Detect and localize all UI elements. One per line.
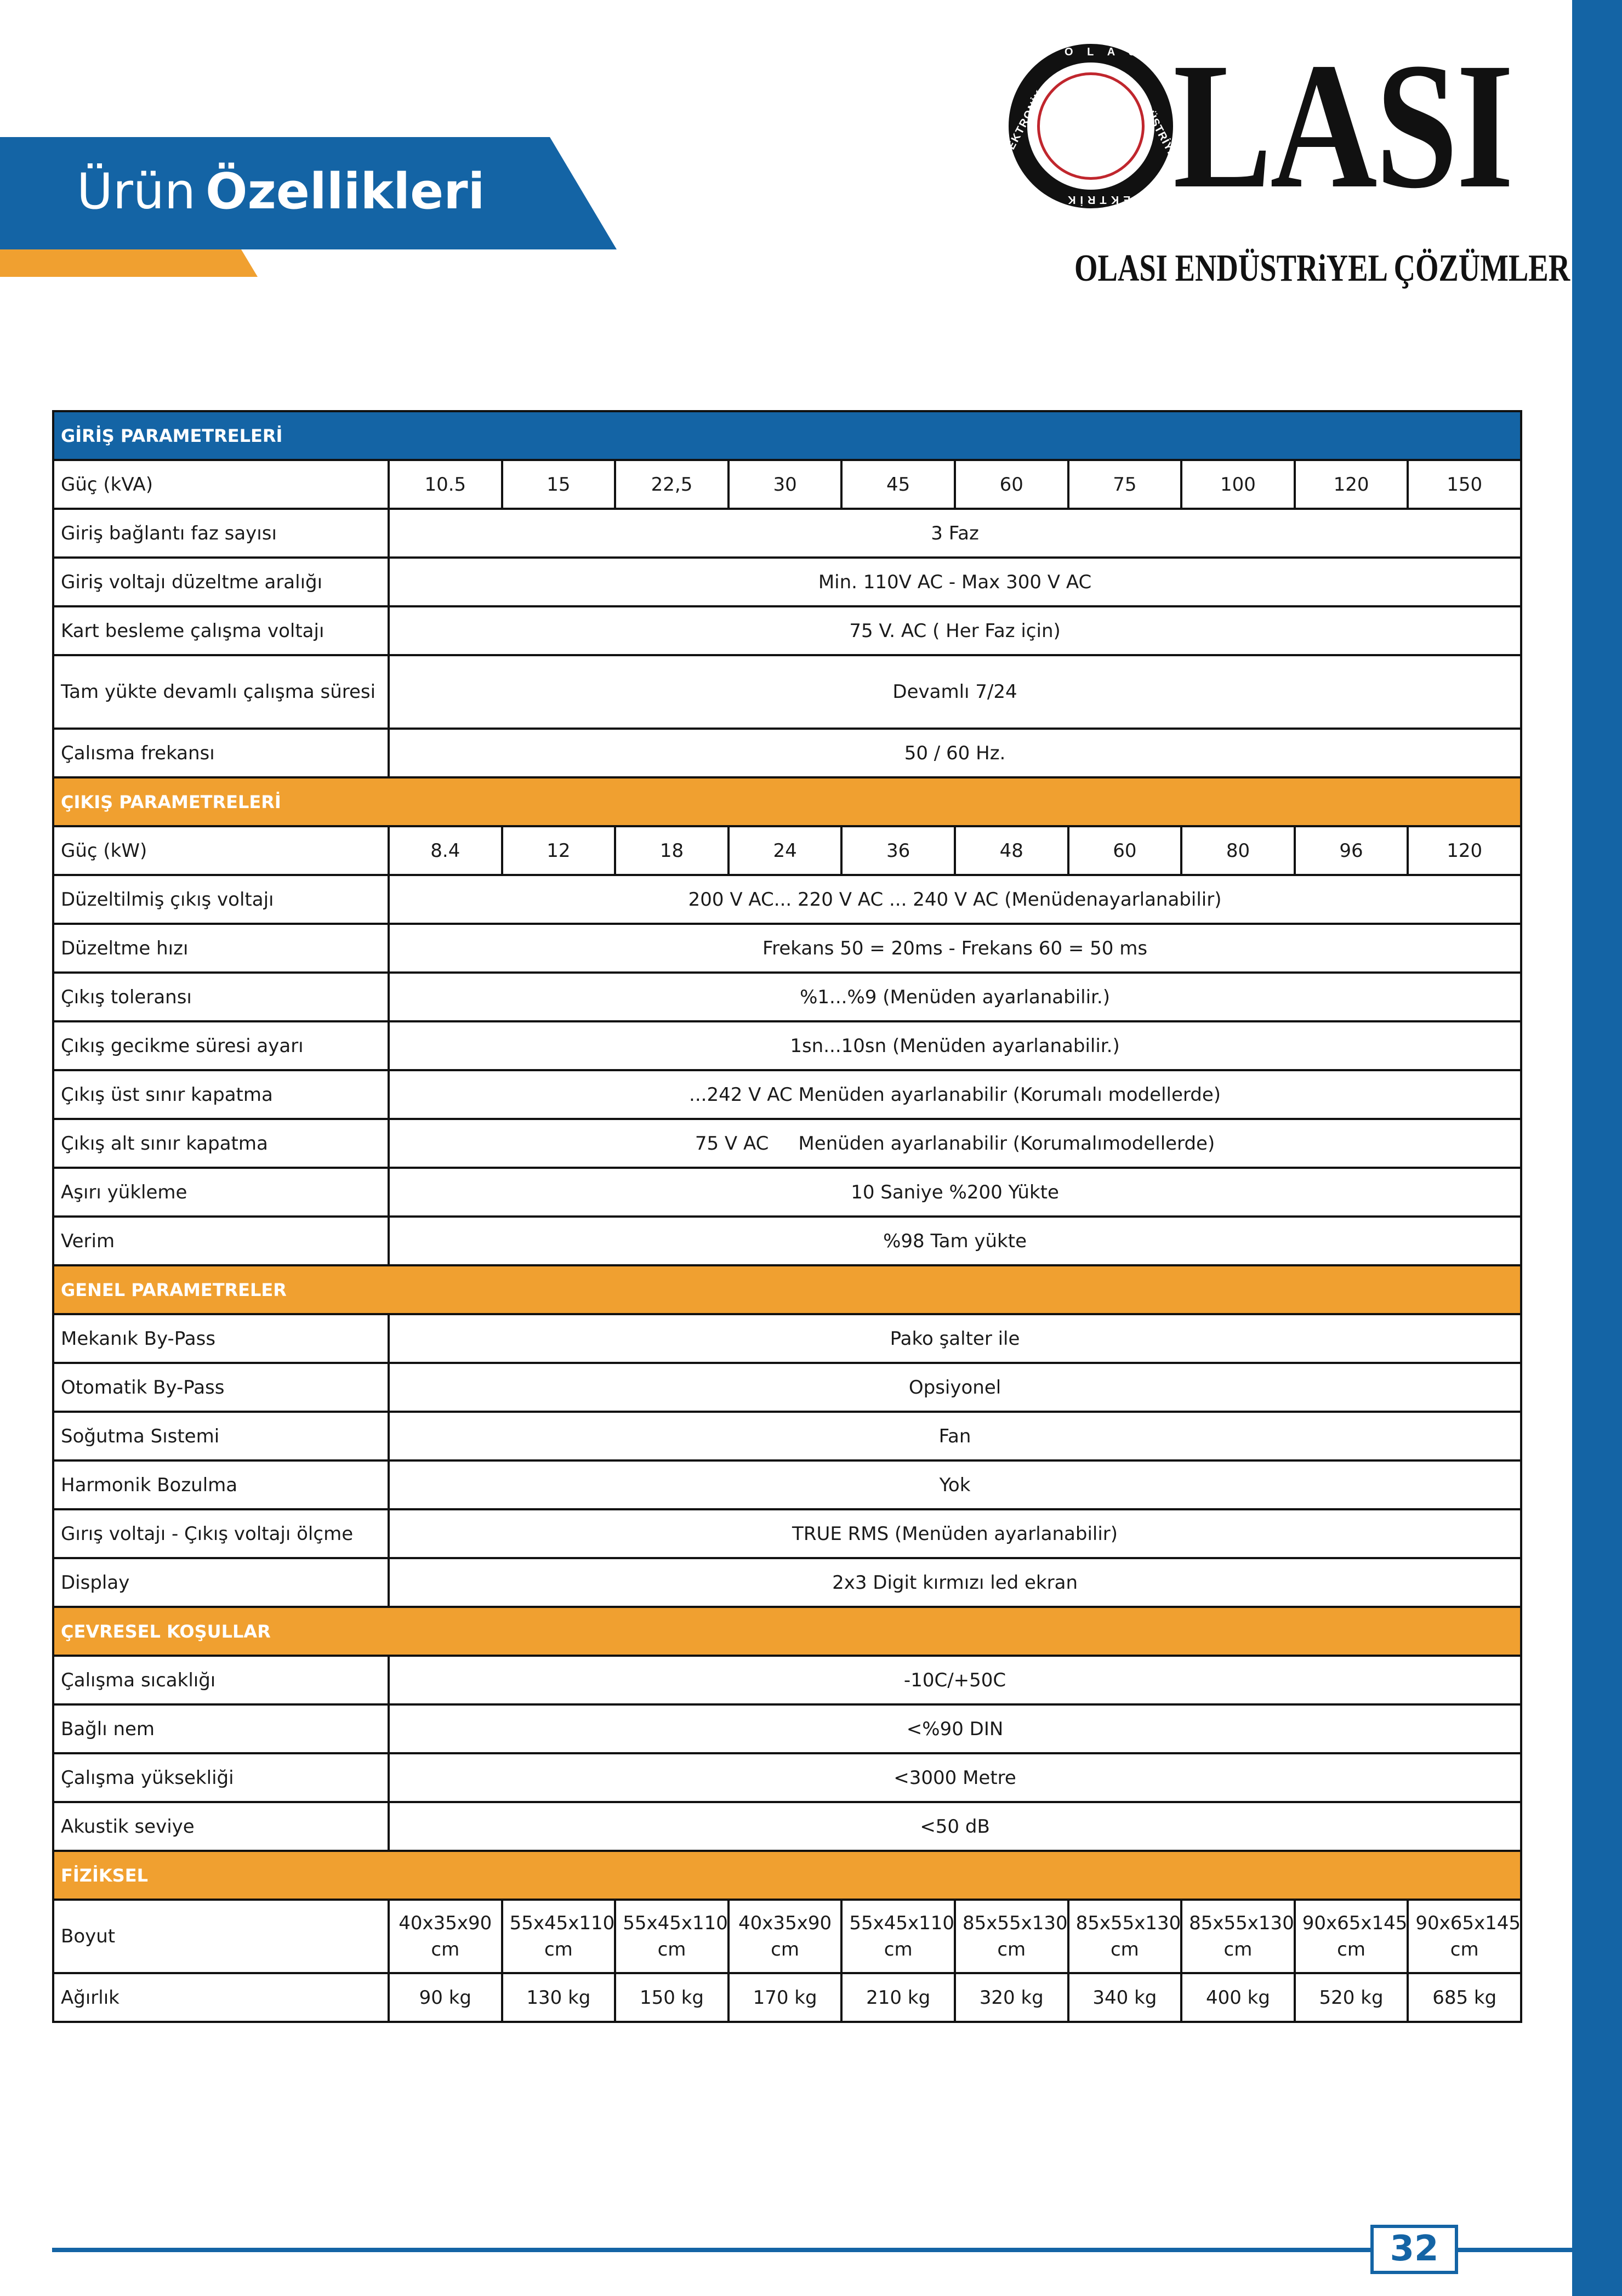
row-label: Çıkış üst sınır kapatma (53, 1070, 389, 1119)
table-row (53, 1363, 1521, 1412)
section-header-label: ÇEVRESEL KOŞULLAR (53, 1607, 1521, 1656)
dimension-unit: cm (1223, 1939, 1253, 1960)
table-row (53, 1460, 1521, 1509)
spec-table (52, 410, 1522, 2023)
cell-value: 75 (1068, 460, 1182, 509)
cell-value: 36 (841, 826, 955, 875)
cell-value: 10.5 (389, 460, 502, 509)
cell-value: 15 (502, 460, 616, 509)
cell-value: 22,5 (615, 460, 729, 509)
dimension-value: 90x65x145 (1302, 1912, 1408, 1934)
cell-value: 120 (1295, 460, 1408, 509)
table-row (53, 509, 1521, 558)
table-row (53, 606, 1521, 655)
table-row (53, 875, 1521, 924)
section-header-fiziksel (53, 1851, 1521, 1900)
logo-ring-left-text: ELEKTRONİK (997, 87, 1047, 166)
cell-value: 30 (729, 460, 842, 509)
page-title-light: Ürün (77, 163, 196, 220)
row-label: Kart besleme çalışma voltajı (53, 606, 389, 655)
page-title-bold: Özellikleri (205, 163, 485, 220)
cell-value (841, 1900, 955, 1973)
row-label: Soğutma Sıstemi (53, 1412, 389, 1460)
row-label: Çalısma frekansı (53, 729, 389, 777)
table-row (53, 1217, 1521, 1265)
dimension-value: 55x45x110 (849, 1912, 955, 1934)
cell-value: 685 kg (1408, 1973, 1521, 2022)
cell-value (1408, 1900, 1521, 1973)
cell-value (502, 1900, 616, 1973)
title-accent-stripe (0, 249, 258, 277)
cell-value (389, 1900, 502, 1973)
row-value: Frekans 50 = 20ms - Frekans 60 = 50 ms (389, 924, 1521, 973)
cell-value: 400 kg (1181, 1973, 1295, 2022)
cell-value: 340 kg (1068, 1973, 1182, 2022)
footer-line (52, 2248, 1572, 2252)
cell-value: 320 kg (955, 1973, 1068, 2022)
row-label: Akustik seviye (53, 1802, 389, 1851)
dimension-value: 55x45x110 (623, 1912, 728, 1934)
table-row (53, 1802, 1521, 1851)
dimension-value: 40x35x90 (738, 1912, 832, 1934)
row-value: 2x3 Digit kırmızı led ekran (389, 1558, 1521, 1607)
table-row-guc-kva (53, 460, 1521, 509)
cell-value: 100 (1181, 460, 1295, 509)
logo-ring-bottom-text: ELEKTRİK (1063, 194, 1153, 206)
row-label: Display (53, 1558, 389, 1607)
table-row (53, 1753, 1521, 1802)
row-label: Güç (kW) (53, 826, 389, 875)
table-row (53, 1070, 1521, 1119)
cell-value (1295, 1900, 1408, 1973)
row-value: 50 / 60 Hz. (389, 729, 1521, 777)
cell-value: 90 kg (389, 1973, 502, 2022)
cell-value: 170 kg (729, 1973, 842, 2022)
row-value: <%90 DIN (389, 1704, 1521, 1753)
dimension-value: 90x65x145 (1415, 1912, 1521, 1934)
logo-ring-top-text: O L A S I (1065, 46, 1159, 58)
logo-wordmark: LASI (1173, 26, 1512, 226)
row-label: Giriş bağlantı faz sayısı (53, 509, 389, 558)
company-logo (997, 26, 1570, 302)
right-side-bar (1572, 0, 1622, 2296)
table-row (53, 1412, 1521, 1460)
dimension-unit: cm (544, 1939, 573, 1960)
section-header-label: ÇIKIŞ PARAMETRELERİ (53, 777, 1521, 826)
cell-value: 24 (729, 826, 842, 875)
section-header-label: GENEL PARAMETRELER (53, 1265, 1521, 1314)
logo-ring-right-text: ENDÜSTRİYEL (1132, 87, 1182, 167)
row-label: Aşırı yükleme (53, 1168, 389, 1217)
row-label: Çıkış alt sınır kapatma (53, 1119, 389, 1168)
dimension-value: 55x45x110 (509, 1912, 615, 1934)
dimension-unit: cm (771, 1939, 799, 1960)
logo-ring-inner (1037, 72, 1145, 180)
row-label: Mekanık By-Pass (53, 1314, 389, 1363)
row-label: Düzeltme hızı (53, 924, 389, 973)
cell-value (1181, 1900, 1295, 1973)
cell-value (955, 1900, 1068, 1973)
table-row (53, 1509, 1521, 1558)
row-value: Pako şalter ile (389, 1314, 1521, 1363)
table-row (53, 924, 1521, 973)
dimension-unit: cm (997, 1939, 1026, 1960)
row-label: Otomatik By-Pass (53, 1363, 389, 1412)
cell-value (615, 1900, 729, 1973)
cell-value: 150 (1408, 460, 1521, 509)
dimension-unit: cm (1337, 1939, 1365, 1960)
dimension-value: 85x55x130 (1189, 1912, 1294, 1934)
row-value: 75 V. AC ( Her Faz için) (389, 606, 1521, 655)
table-row-agirlik (53, 1973, 1521, 2022)
row-value: Fan (389, 1412, 1521, 1460)
row-label: Çıkış gecikme süresi ayarı (53, 1021, 389, 1070)
row-label: Çalışma yüksekliği (53, 1753, 389, 1802)
row-label: Tam yükte devamlı çalışma süresi (53, 655, 389, 729)
row-label: Verim (53, 1217, 389, 1265)
row-value: TRUE RMS (Menüden ayarlanabilir) (389, 1509, 1521, 1558)
row-label: Ağırlık (53, 1973, 389, 2022)
cell-value: 60 (1068, 826, 1182, 875)
dimension-unit: cm (1450, 1939, 1479, 1960)
row-value: 75 V AC Menüden ayarlanabilir (Korumalımodellerde) (389, 1119, 1521, 1168)
cell-value: 120 (1408, 826, 1521, 875)
cell-value: 18 (615, 826, 729, 875)
section-header-genel (53, 1265, 1521, 1314)
row-value: 1sn...10sn (Menüden ayarlanabilir.) (389, 1021, 1521, 1070)
row-label: Bağlı nem (53, 1704, 389, 1753)
page-title (77, 159, 485, 225)
cell-value: 96 (1295, 826, 1408, 875)
row-label: Çalışma sıcaklığı (53, 1656, 389, 1704)
row-label: Gırış voltajı - Çıkış voltajı ölçme (53, 1509, 389, 1558)
row-label: Boyut (53, 1900, 389, 1973)
dimension-unit: cm (431, 1939, 460, 1960)
cell-value (729, 1900, 842, 1973)
row-value: Min. 110V AC - Max 300 V AC (389, 558, 1521, 606)
dimension-unit: cm (657, 1939, 686, 1960)
cell-value: 48 (955, 826, 1068, 875)
table-row (53, 1168, 1521, 1217)
row-value: 3 Faz (389, 509, 1521, 558)
table-row (53, 1704, 1521, 1753)
table-row (53, 1021, 1521, 1070)
table-row-guc-kw (53, 826, 1521, 875)
cell-value: 45 (841, 460, 955, 509)
row-label: Çıkış toleransı (53, 973, 389, 1021)
row-label: Harmonik Bozulma (53, 1460, 389, 1509)
row-value: %1...%9 (Menüden ayarlanabilir.) (389, 973, 1521, 1021)
cell-value: 210 kg (841, 1973, 955, 2022)
page-number: 32 (1370, 2225, 1458, 2274)
row-label: Düzeltilmiş çıkış voltajı (53, 875, 389, 924)
row-value: ...242 V AC Menüden ayarlanabilir (Korumalı modellerde) (389, 1070, 1521, 1119)
row-value: 10 Saniye %200 Yükte (389, 1168, 1521, 1217)
dimension-value: 85x55x130 (962, 1912, 1068, 1934)
table-row (53, 558, 1521, 606)
table-row (53, 1119, 1521, 1168)
table-row (53, 729, 1521, 777)
row-value: Yok (389, 1460, 1521, 1509)
cell-value: 150 kg (615, 1973, 729, 2022)
cell-value: 520 kg (1295, 1973, 1408, 2022)
row-label: Güç (kVA) (53, 460, 389, 509)
section-header-label: FİZİKSEL (53, 1851, 1521, 1900)
row-value: Opsiyonel (389, 1363, 1521, 1412)
dimension-unit: cm (1110, 1939, 1139, 1960)
cell-value: 80 (1181, 826, 1295, 875)
table-row (53, 973, 1521, 1021)
dimension-value: 40x35x90 (399, 1912, 492, 1934)
section-header-label: GİRİŞ PARAMETRELERİ (53, 411, 1521, 460)
cell-value: 130 kg (502, 1973, 616, 2022)
row-value: <50 dB (389, 1802, 1521, 1851)
dimension-value: 85x55x130 (1075, 1912, 1181, 1934)
cell-value: 8.4 (389, 826, 502, 875)
row-value: 200 V AC... 220 V AC ... 240 V AC (Menüdenayarlanabilir) (389, 875, 1521, 924)
row-value: -10C/+50C (389, 1656, 1521, 1704)
cell-value: 12 (502, 826, 616, 875)
section-header-giris (53, 411, 1521, 460)
table-row (53, 1558, 1521, 1607)
row-value: Devamlı 7/24 (389, 655, 1521, 729)
table-row (53, 1314, 1521, 1363)
row-value: %98 Tam yükte (389, 1217, 1521, 1265)
section-header-cevresel (53, 1607, 1521, 1656)
table-row-boyut (53, 1900, 1521, 1973)
dimension-unit: cm (884, 1939, 913, 1960)
table-row (53, 655, 1521, 729)
cell-value: 60 (955, 460, 1068, 509)
section-header-cikis (53, 777, 1521, 826)
row-value: <3000 Metre (389, 1753, 1521, 1802)
table-row (53, 1656, 1521, 1704)
logo-tagline: OLASI ENDÜSTRiYEL ÇÖZÜMLER (1074, 247, 1570, 289)
row-label: Giriş voltajı düzeltme aralığı (53, 558, 389, 606)
cell-value (1068, 1900, 1182, 1973)
